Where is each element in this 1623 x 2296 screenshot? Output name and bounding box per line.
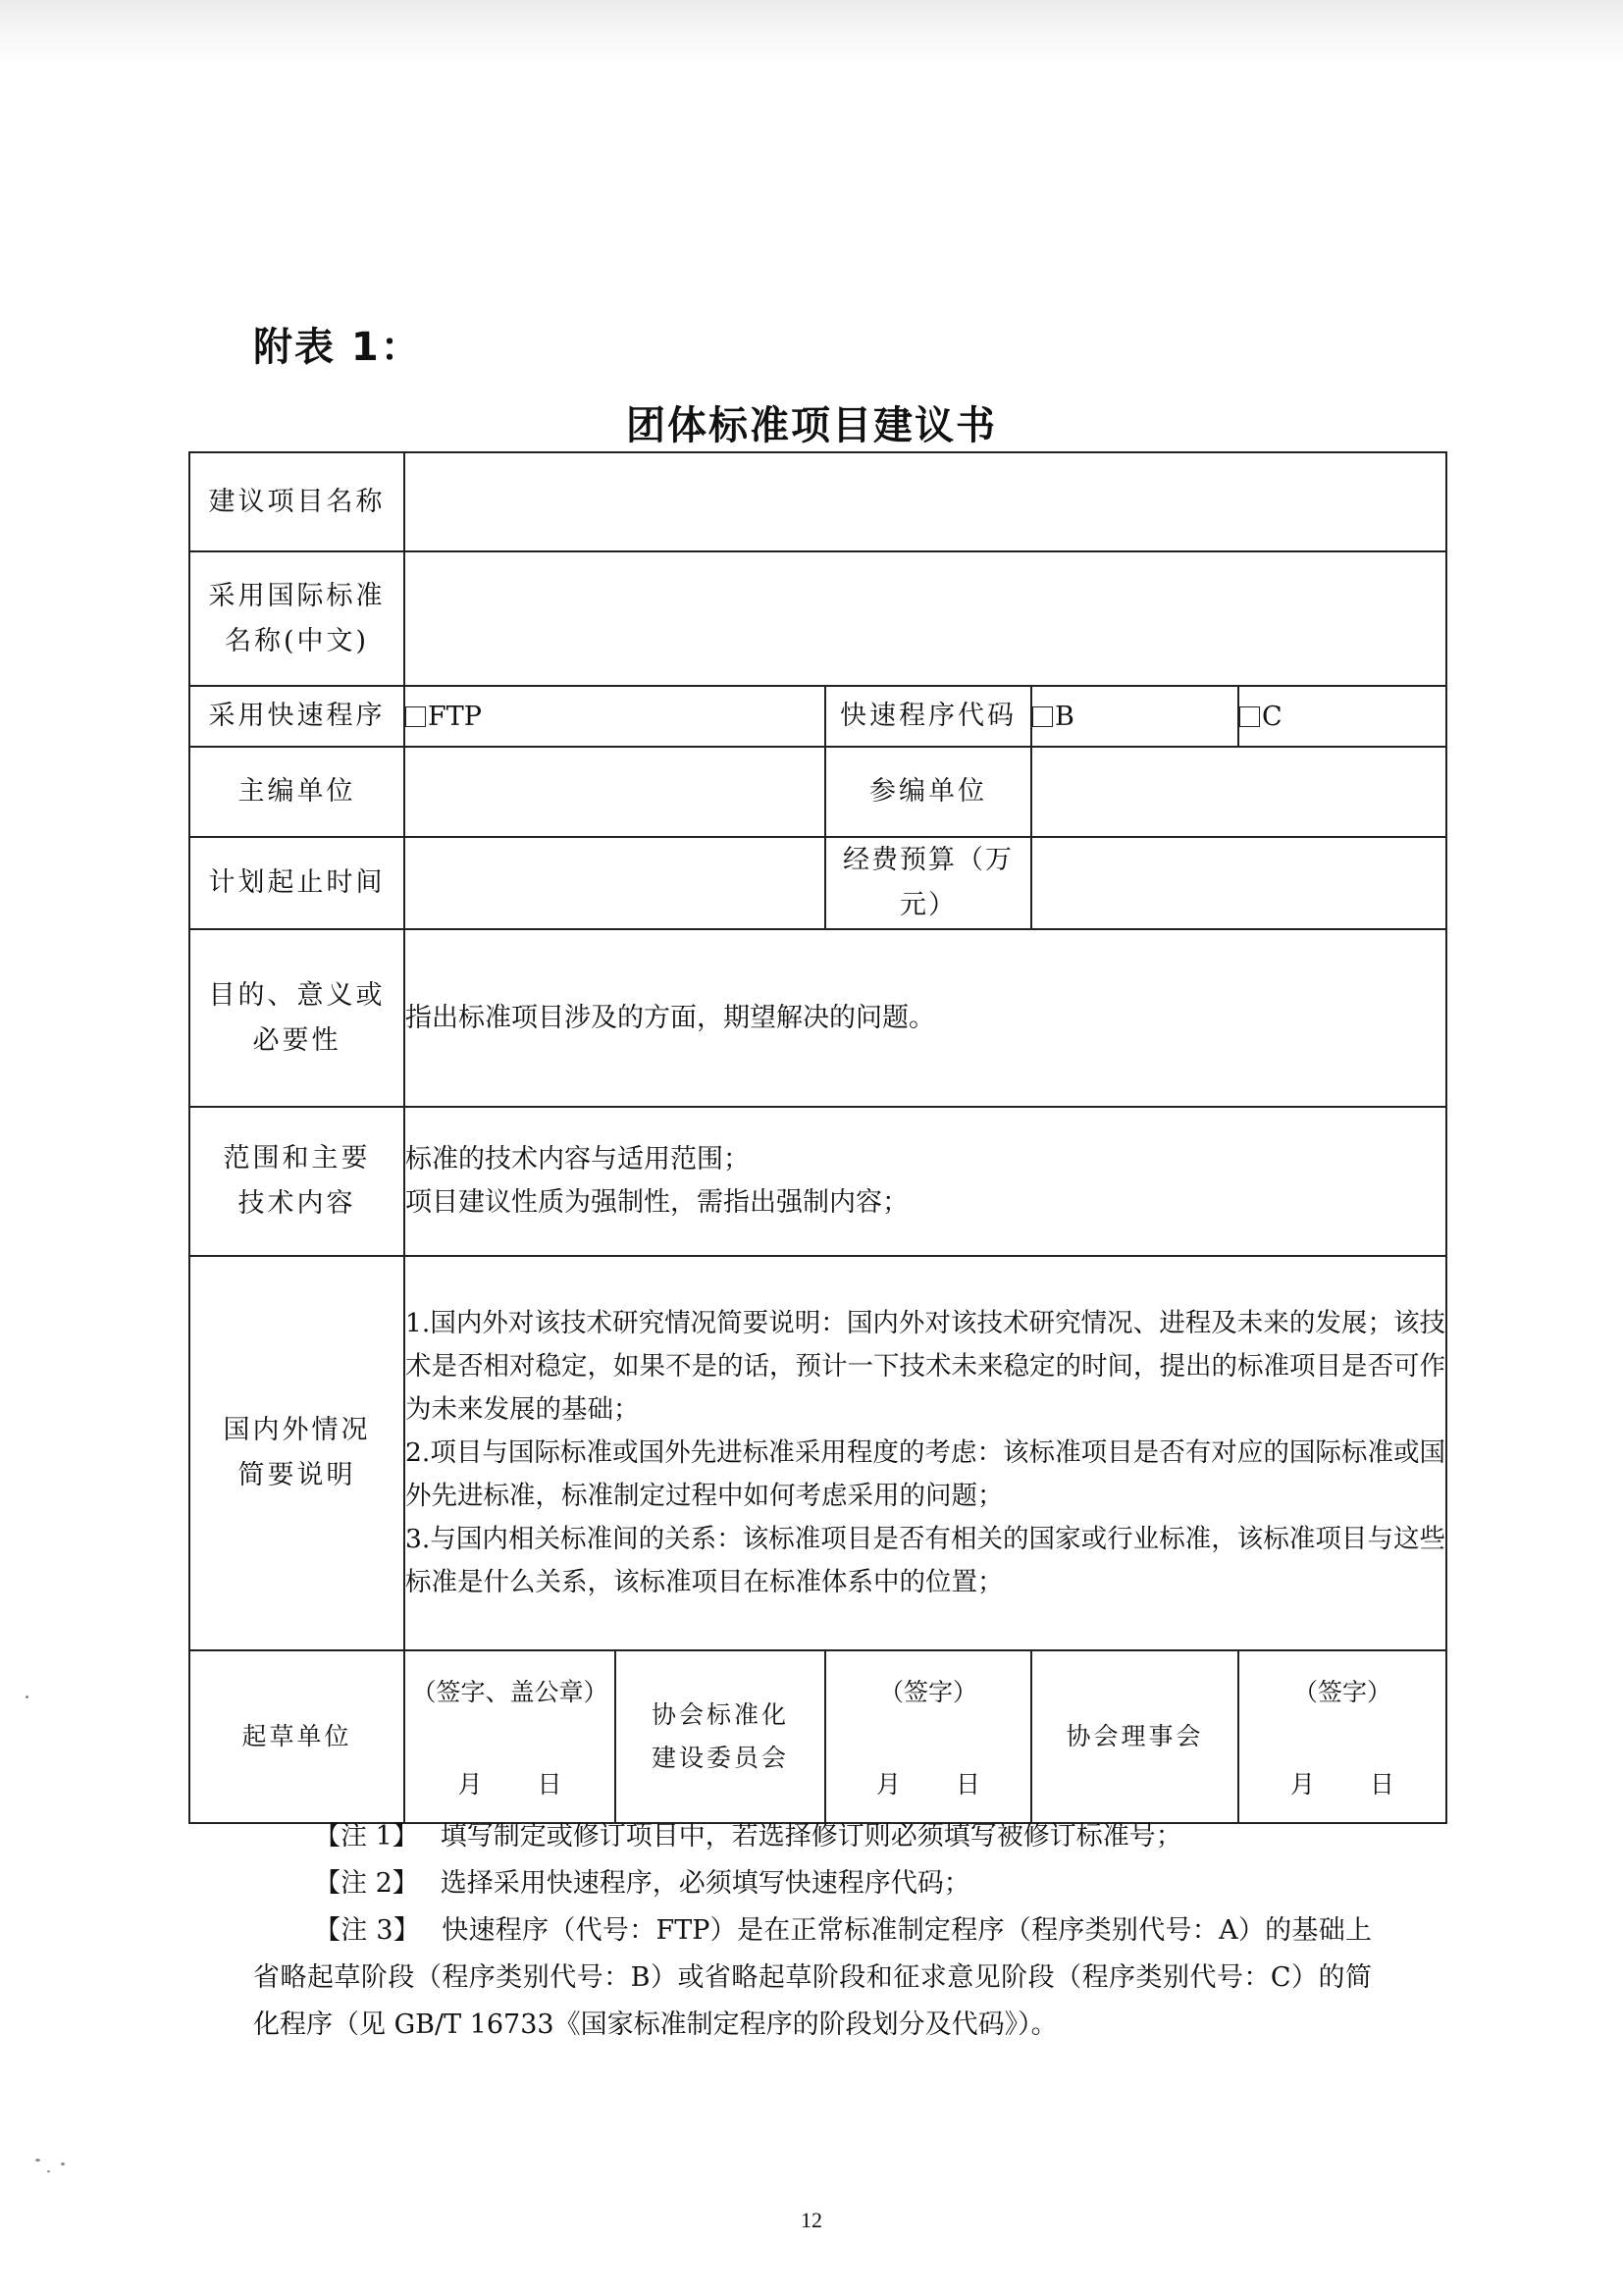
purpose-label-line1: 目的、意义或 bbox=[208, 979, 386, 1011]
option-c-cell[interactable] bbox=[1238, 686, 1446, 747]
budget-label: 经费预算（万元） bbox=[825, 837, 1031, 929]
council-signature-cell[interactable] bbox=[1238, 1650, 1446, 1823]
note-2-tag: 【注 2】 bbox=[314, 1868, 419, 1899]
intl-standard-field[interactable] bbox=[404, 551, 1446, 686]
status-field[interactable] bbox=[404, 1256, 1446, 1650]
notes-section bbox=[253, 1813, 1372, 2049]
budget-field[interactable] bbox=[1031, 837, 1446, 929]
drafting-unit-date bbox=[405, 1765, 614, 1800]
option-c-checkbox[interactable] bbox=[1239, 706, 1260, 727]
council-date bbox=[1239, 1765, 1445, 1800]
note-3 bbox=[253, 1907, 1372, 2049]
purpose-field[interactable]: 指出标准项目涉及的方面，期望解决的问题。 bbox=[404, 929, 1446, 1107]
note-2-text: 选择采用快速程序，必须填写快速程序代码； bbox=[440, 1868, 970, 1899]
status-label-line2: 简要说明 bbox=[237, 1460, 356, 1490]
scan-edge-shadow bbox=[0, 0, 1623, 69]
lead-unit-label: 主编单位 bbox=[189, 747, 404, 837]
note-3-text: 快速程序（代号：FTP）是在正常标准制定程序（程序类别代号：A）的基础上省略起草阶段（程序类别代号：B）或省略起草阶段和征求意见阶段（程序类别代号：C）的简化程序（见 GB/T 16733《国家标准制定程序的阶段划分及代码》）。 bbox=[253, 1915, 1372, 2040]
row-project-name bbox=[189, 452, 1446, 551]
note-1-tag: 【注 1】 bbox=[314, 1821, 419, 1852]
council-label: 协会理事会 bbox=[1031, 1650, 1238, 1823]
committee-label-line2: 建设委员会 bbox=[651, 1744, 789, 1772]
scan-speck bbox=[47, 2170, 50, 2172]
ftp-checkbox[interactable] bbox=[405, 706, 426, 727]
option-b-label: B bbox=[1055, 701, 1074, 732]
option-c-label: C bbox=[1262, 701, 1283, 732]
purpose-label bbox=[189, 929, 404, 1107]
participants-label: 参编单位 bbox=[825, 747, 1031, 837]
note-1 bbox=[253, 1813, 1372, 1860]
proposal-form-table bbox=[188, 451, 1447, 1824]
page-number: 12 bbox=[801, 2208, 822, 2232]
row-signatures bbox=[189, 1650, 1446, 1823]
month-label: 月 bbox=[875, 1770, 901, 1799]
note-3-tag: 【注 3】 bbox=[314, 1915, 421, 1946]
month-label: 月 bbox=[1290, 1770, 1316, 1799]
intl-standard-label bbox=[189, 551, 404, 686]
row-intl-standard bbox=[189, 551, 1446, 686]
status-item-3: 3.与国内相关标准间的关系：该标准项目是否有相关的国家或行业标准，该标准项目与这些标准是什么关系，该标准项目在标准体系中的位置； bbox=[405, 1524, 1446, 1597]
option-b-cell[interactable] bbox=[1031, 686, 1238, 747]
status-item-2: 2.项目与国际标准或国外先进标准采用程度的考虑：该标准项目是否有对应的国际标准或国外先进标准，标准制定过程中如何考虑采用的问题； bbox=[405, 1437, 1446, 1511]
status-label bbox=[189, 1256, 404, 1650]
day-label: 日 bbox=[537, 1770, 562, 1799]
month-label: 月 bbox=[457, 1770, 483, 1799]
row-status bbox=[189, 1256, 1446, 1650]
drafting-unit-sign-note: （签字、盖公章） bbox=[411, 1678, 608, 1706]
note-1-text: 填写制定或修订项目中，若选择修订则必须填写被修订标准号； bbox=[440, 1821, 1182, 1852]
ftp-checkbox-cell[interactable] bbox=[404, 686, 825, 747]
row-scope bbox=[189, 1107, 1446, 1256]
drafting-unit-label: 起草单位 bbox=[189, 1650, 404, 1823]
committee-date bbox=[826, 1765, 1030, 1800]
status-label-line1: 国内外情况 bbox=[223, 1415, 371, 1445]
row-schedule bbox=[189, 837, 1446, 929]
drafting-unit-signature-cell[interactable] bbox=[404, 1650, 615, 1823]
scan-speck bbox=[26, 1696, 28, 1698]
scan-speck bbox=[61, 2163, 65, 2166]
project-name-field[interactable] bbox=[404, 452, 1446, 551]
document-title: 团体标准项目建议书 bbox=[626, 403, 997, 448]
option-b-checkbox[interactable] bbox=[1032, 706, 1053, 727]
scope-label-line1: 范围和主要 bbox=[223, 1143, 371, 1174]
ftp-option-label: FTP bbox=[428, 701, 482, 732]
participants-field[interactable] bbox=[1031, 747, 1446, 837]
note-2 bbox=[253, 1860, 1372, 1907]
row-purpose bbox=[189, 929, 1446, 1107]
day-label: 日 bbox=[956, 1770, 981, 1799]
row-units bbox=[189, 747, 1446, 837]
committee-sign-note: （签字） bbox=[878, 1678, 977, 1706]
schedule-field[interactable] bbox=[404, 837, 825, 929]
schedule-label: 计划起止时间 bbox=[189, 837, 404, 929]
committee-label bbox=[615, 1650, 825, 1823]
fast-track-label: 采用快速程序 bbox=[189, 686, 404, 747]
row-fast-track bbox=[189, 686, 1446, 747]
scope-label-line2: 技术内容 bbox=[237, 1188, 356, 1219]
status-item-1: 1.国内外对该技术研究情况简要说明：国内外对该技术研究情况、进程及未来的发展；该技术是否相对稳定，如果不是的话，预计一下技术未来稳定的时间，提出的标准项目是否可作为未来发展的基础； bbox=[405, 1308, 1446, 1425]
scope-line-2: 项目建议性质为强制性，需指出强制内容； bbox=[405, 1187, 909, 1218]
intl-standard-label-line1: 采用国际标准 bbox=[208, 580, 386, 611]
scope-field[interactable] bbox=[404, 1107, 1446, 1256]
scope-label bbox=[189, 1107, 404, 1256]
committee-label-line1: 协会标准化 bbox=[651, 1700, 789, 1729]
lead-unit-field[interactable] bbox=[404, 747, 825, 837]
day-label: 日 bbox=[1370, 1770, 1395, 1799]
fast-track-code-label: 快速程序代码 bbox=[825, 686, 1031, 747]
council-sign-note: （签字） bbox=[1293, 1678, 1392, 1706]
intl-standard-label-line2: 名称(中文) bbox=[224, 625, 370, 656]
committee-signature-cell[interactable] bbox=[825, 1650, 1031, 1823]
project-name-label: 建议项目名称 bbox=[189, 452, 404, 551]
appendix-label: 附表 1： bbox=[253, 325, 422, 370]
scope-line-1: 标准的技术内容与适用范围； bbox=[405, 1144, 750, 1174]
purpose-label-line2: 必要性 bbox=[252, 1024, 341, 1056]
scan-speck bbox=[35, 2159, 40, 2162]
